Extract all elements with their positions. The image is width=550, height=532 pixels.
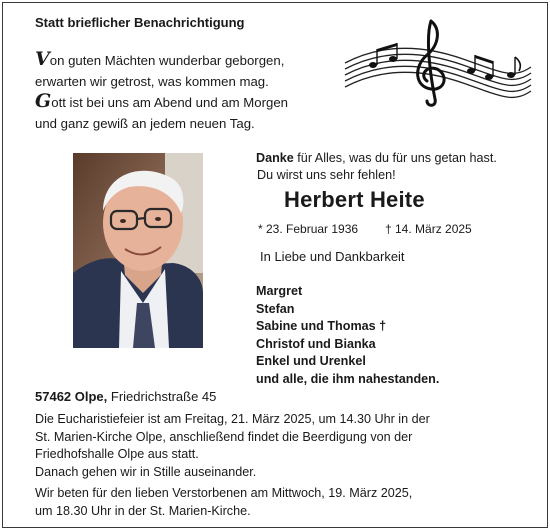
service-line: St. Marien-Kirche Olpe, anschließend findet die Beerdigung von der bbox=[35, 429, 413, 444]
thanks-line-1 bbox=[256, 150, 497, 167]
thanks-rest: für Alles, was du für uns getan hast. bbox=[293, 151, 497, 165]
family-member: Sabine und Thomas † bbox=[256, 319, 387, 333]
death-date: † 14. März 2025 bbox=[385, 222, 472, 236]
poem-line-3 bbox=[35, 92, 288, 113]
family-member: Christof und Bianka bbox=[256, 336, 376, 351]
deceased-name: Herbert Heite bbox=[284, 187, 425, 212]
poem-line-3-text: ott ist bei uns am Abend und am Morgen bbox=[51, 95, 289, 110]
portrait-illustration bbox=[73, 153, 203, 348]
family-member: Stefan bbox=[256, 301, 295, 316]
service-info bbox=[35, 411, 430, 481]
service-line: Friedhofshalle Olpe aus statt. bbox=[35, 447, 199, 461]
love-line: In Liebe und Dankbarkeit bbox=[260, 249, 405, 264]
poem-line-1 bbox=[35, 50, 288, 71]
portrait-photo bbox=[73, 153, 203, 348]
poem-line-2: erwarten wir getrost, was kommen mag. bbox=[35, 74, 269, 89]
music-staff-icon bbox=[343, 19, 533, 107]
poem-line-4: und ganz gewiß an jedem neuen Tag. bbox=[35, 116, 255, 131]
family-member: Enkel und Urenkel bbox=[256, 354, 366, 368]
thanks-line-2: Du wirst uns sehr fehlen! bbox=[257, 168, 396, 182]
family-list bbox=[256, 283, 439, 388]
family-member: Margret bbox=[256, 284, 303, 298]
family-member: und alle, die ihm nahestanden. bbox=[256, 371, 440, 386]
poem-line-1-text: on guten Mächten wunderbar geborgen, bbox=[49, 53, 285, 68]
thanks-text bbox=[256, 150, 497, 184]
birth-date: * 23. Februar 1936 bbox=[258, 222, 359, 236]
poem-initial-v: V bbox=[35, 48, 50, 70]
address bbox=[35, 389, 216, 404]
death-notice bbox=[2, 2, 548, 528]
prayer-info bbox=[35, 485, 412, 520]
postal-code-city: 57462 Olpe, bbox=[35, 389, 108, 404]
notice-heading: Statt brieflicher Benachrichtigung bbox=[35, 15, 245, 30]
thanks-lead: Danke bbox=[256, 151, 294, 165]
prayer-line: um 18.30 Uhr in der St. Marien-Kirche. bbox=[35, 503, 251, 518]
prayer-line: Wir beten für den lieben Verstorbenen am Mittwoch, 19. März 2025, bbox=[35, 486, 413, 500]
poem bbox=[35, 50, 288, 134]
street: Friedrichstraße 45 bbox=[107, 389, 217, 404]
service-line: Danach gehen wir in Stille auseinander. bbox=[35, 464, 257, 479]
service-line: Die Eucharistiefeier ist am Freitag, 21. März 2025, um 14.30 Uhr in der bbox=[35, 412, 430, 426]
poem-initial-g: G bbox=[35, 90, 52, 112]
